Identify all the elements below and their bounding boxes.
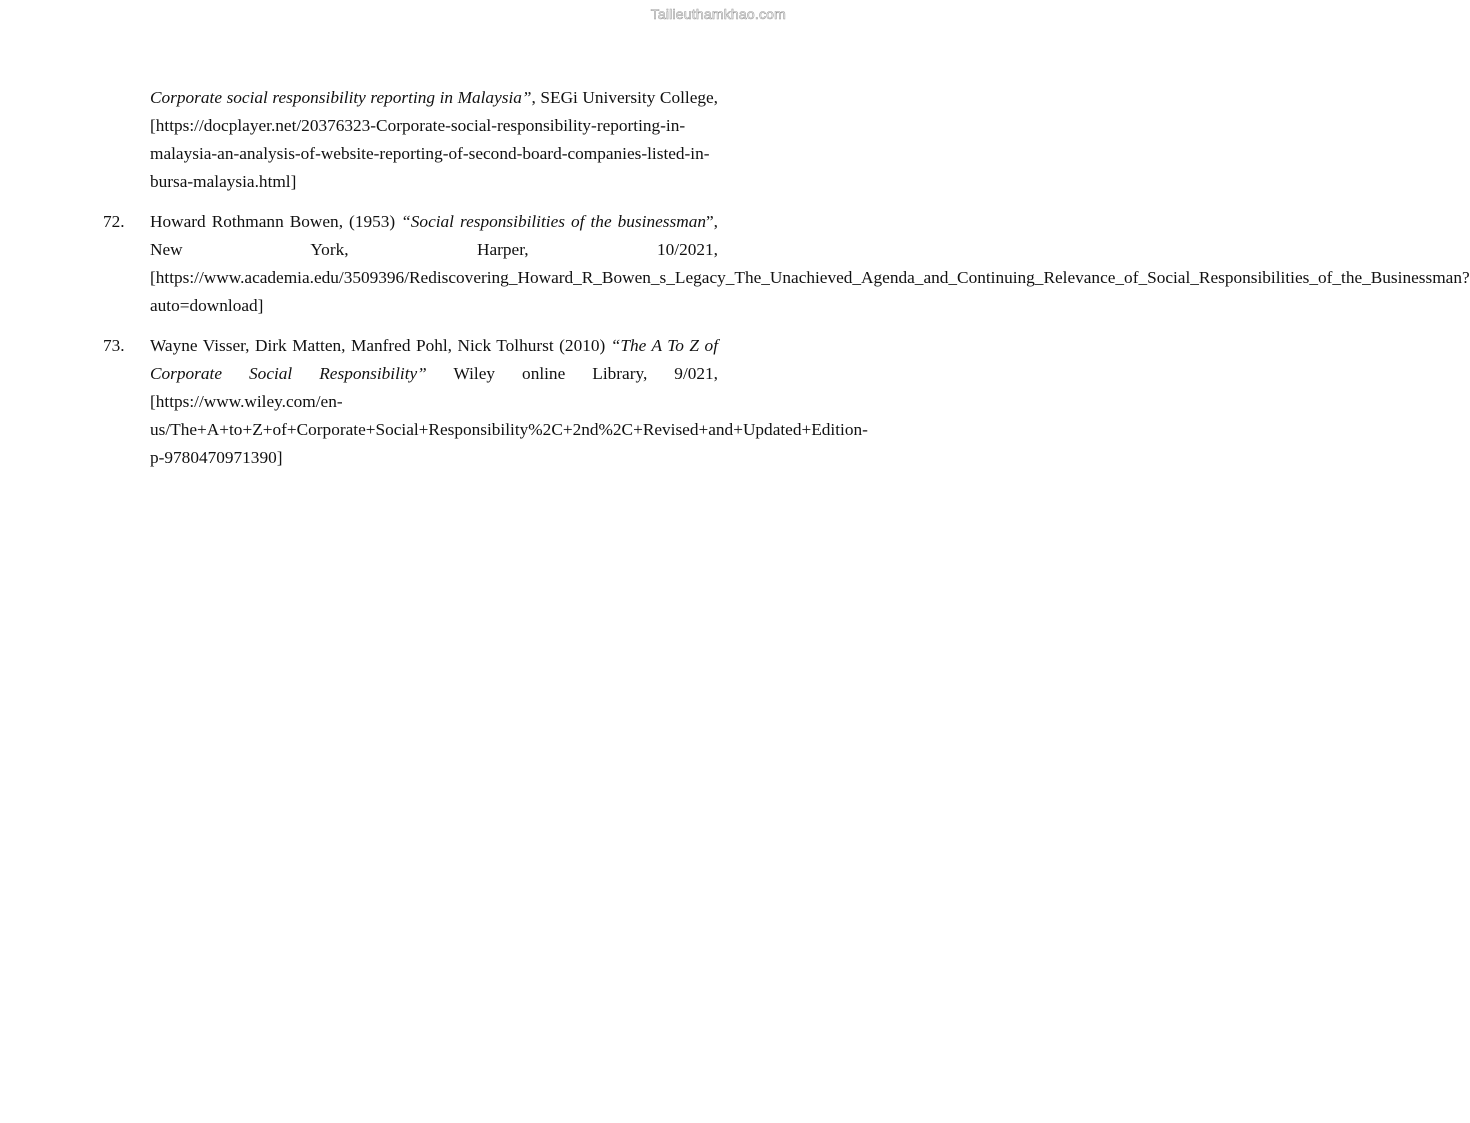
reference-text — [150, 208, 1470, 320]
reference-source: ”, New York, Harper, 10/2021, — [150, 212, 718, 259]
reference-authors: Howard Rothmann Bowen, (1953) — [150, 212, 402, 231]
reference-source: Wiley online Library, 9/021, — [426, 364, 718, 383]
reference-item-71-continuation — [0, 84, 794, 196]
reference-url: [https://www.academia.edu/3509396/Rediscovering_Howard_R_Bowen_s_Legacy_The_Unachieved_Agenda_and_Continuing_Relevance_of_Social_Responsibilities_of_the_Businessman?auto=download] — [150, 268, 1470, 315]
reference-authors: Wayne Visser, Dirk Matten, Manfred Pohl, Nick Tolhurst (2010) — [150, 336, 611, 355]
reference-number: 73. — [103, 336, 125, 355]
reference-title: “The A To Z of Corporate Social Responsibility” — [150, 336, 718, 383]
reference-item-72 — [0, 208, 1470, 320]
reference-title: Corporate social responsibility reporting in Malaysia” — [150, 88, 532, 107]
reference-text — [150, 84, 718, 196]
reference-number: 72. — [103, 212, 125, 231]
reference-url: [https://docplayer.net/20376323-Corporate-social-responsibility-reporting-in-malaysia-an-analysis-of-website-reporting-of-second-board-companies-listed-in-bursa-malaysia.html] — [150, 116, 710, 191]
reference-text — [150, 332, 868, 472]
reference-title: “Social responsibilities of the businessman — [401, 212, 706, 231]
reference-item-73 — [0, 332, 868, 472]
watermark-text: Tailieuthamkhao.com — [650, 6, 786, 22]
reference-list — [0, 84, 1470, 484]
reference-url: [https://www.wiley.com/en-us/The+A+to+Z+of+Corporate+Social+Responsibility%2C+2nd%2C+Revised+and+Updated+Edition-p-9780470971390] — [150, 392, 868, 467]
reference-source: , SEGi University College, — [531, 88, 718, 107]
